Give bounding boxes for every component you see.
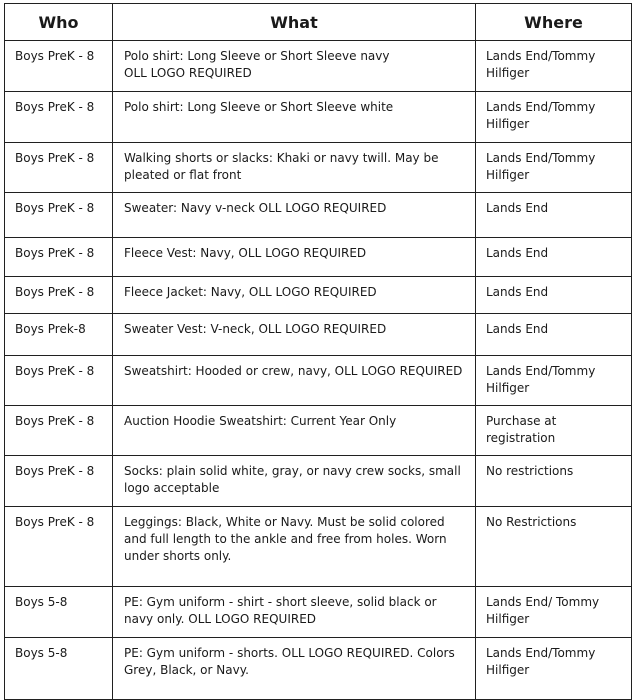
table-row <box>5 406 632 456</box>
what-cell: Sweatshirt: Hooded or crew, navy, OLL LOGO REQUIRED <box>113 356 476 406</box>
where-cell: Lands End <box>476 277 632 314</box>
table-row <box>5 41 632 92</box>
who-cell: Boys PreK - 8 <box>5 456 113 507</box>
what-cell: Polo shirt: Long Sleeve or Short Sleeve white <box>113 92 476 143</box>
who-cell: Boys PreK - 8 <box>5 406 113 456</box>
what-cell: Sweater Vest: V-neck, OLL LOGO REQUIRED <box>113 314 476 356</box>
who-cell: Boys PreK - 8 <box>5 92 113 143</box>
where-cell: Lands End/Tommy Hilfiger <box>476 356 632 406</box>
who-cell: Boys 5-8 <box>5 587 113 638</box>
where-cell: Lands End <box>476 314 632 356</box>
table-row <box>5 587 632 638</box>
who-cell: Boys Prek-8 <box>5 314 113 356</box>
who-cell: Boys PreK - 8 <box>5 356 113 406</box>
who-cell: Boys 5-8 <box>5 638 113 700</box>
where-cell: Lands End <box>476 193 632 238</box>
table-row <box>5 314 632 356</box>
who-cell: Boys PreK - 8 <box>5 143 113 193</box>
where-cell: No restrictions <box>476 456 632 507</box>
who-cell: Boys PreK - 8 <box>5 41 113 92</box>
what-cell: Leggings: Black, White or Navy. Must be solid colored and full length to the ankle and free from holes. Worn under shorts only. <box>113 507 476 587</box>
where-cell: Lands End <box>476 238 632 277</box>
what-cell: PE: Gym uniform - shorts. OLL LOGO REQUIRED. Colors Grey, Black, or Navy. <box>113 638 476 700</box>
where-cell: Lands End/Tommy Hilfiger <box>476 41 632 92</box>
table-row <box>5 638 632 700</box>
where-cell: No Restrictions <box>476 507 632 587</box>
where-cell: Lands End/ Tommy Hilfiger <box>476 587 632 638</box>
who-cell: Boys PreK - 8 <box>5 193 113 238</box>
table-row <box>5 193 632 238</box>
what-cell: Fleece Jacket: Navy, OLL LOGO REQUIRED <box>113 277 476 314</box>
what-cell: Auction Hoodie Sweatshirt: Current Year Only <box>113 406 476 456</box>
table-row <box>5 277 632 314</box>
table-row <box>5 143 632 193</box>
table-row <box>5 356 632 406</box>
what-cell: Fleece Vest: Navy, OLL LOGO REQUIRED <box>113 238 476 277</box>
where-cell: Lands End/Tommy Hilfiger <box>476 638 632 700</box>
table-row <box>5 507 632 587</box>
table-row <box>5 92 632 143</box>
header-what: What <box>113 4 476 41</box>
who-cell: Boys PreK - 8 <box>5 238 113 277</box>
table-row <box>5 238 632 277</box>
header-row <box>5 4 632 41</box>
header-who: Who <box>5 4 113 41</box>
what-cell: PE: Gym uniform - shirt - short sleeve, solid black or navy only. OLL LOGO REQUIRED <box>113 587 476 638</box>
where-cell: Purchase at registration <box>476 406 632 456</box>
what-cell: Socks: plain solid white, gray, or navy crew socks, small logo acceptable <box>113 456 476 507</box>
header-where: Where <box>476 4 632 41</box>
who-cell: Boys PreK - 8 <box>5 507 113 587</box>
where-cell: Lands End/Tommy Hilfiger <box>476 92 632 143</box>
what-cell: Sweater: Navy v-neck OLL LOGO REQUIRED <box>113 193 476 238</box>
what-cell: Polo shirt: Long Sleeve or Short Sleeve navy OLL LOGO REQUIRED <box>113 41 476 92</box>
uniform-table <box>4 3 632 700</box>
what-cell: Walking shorts or slacks: Khaki or navy twill. May be pleated or flat front <box>113 143 476 193</box>
table-row <box>5 456 632 507</box>
where-cell: Lands End/Tommy Hilfiger <box>476 143 632 193</box>
who-cell: Boys PreK - 8 <box>5 277 113 314</box>
